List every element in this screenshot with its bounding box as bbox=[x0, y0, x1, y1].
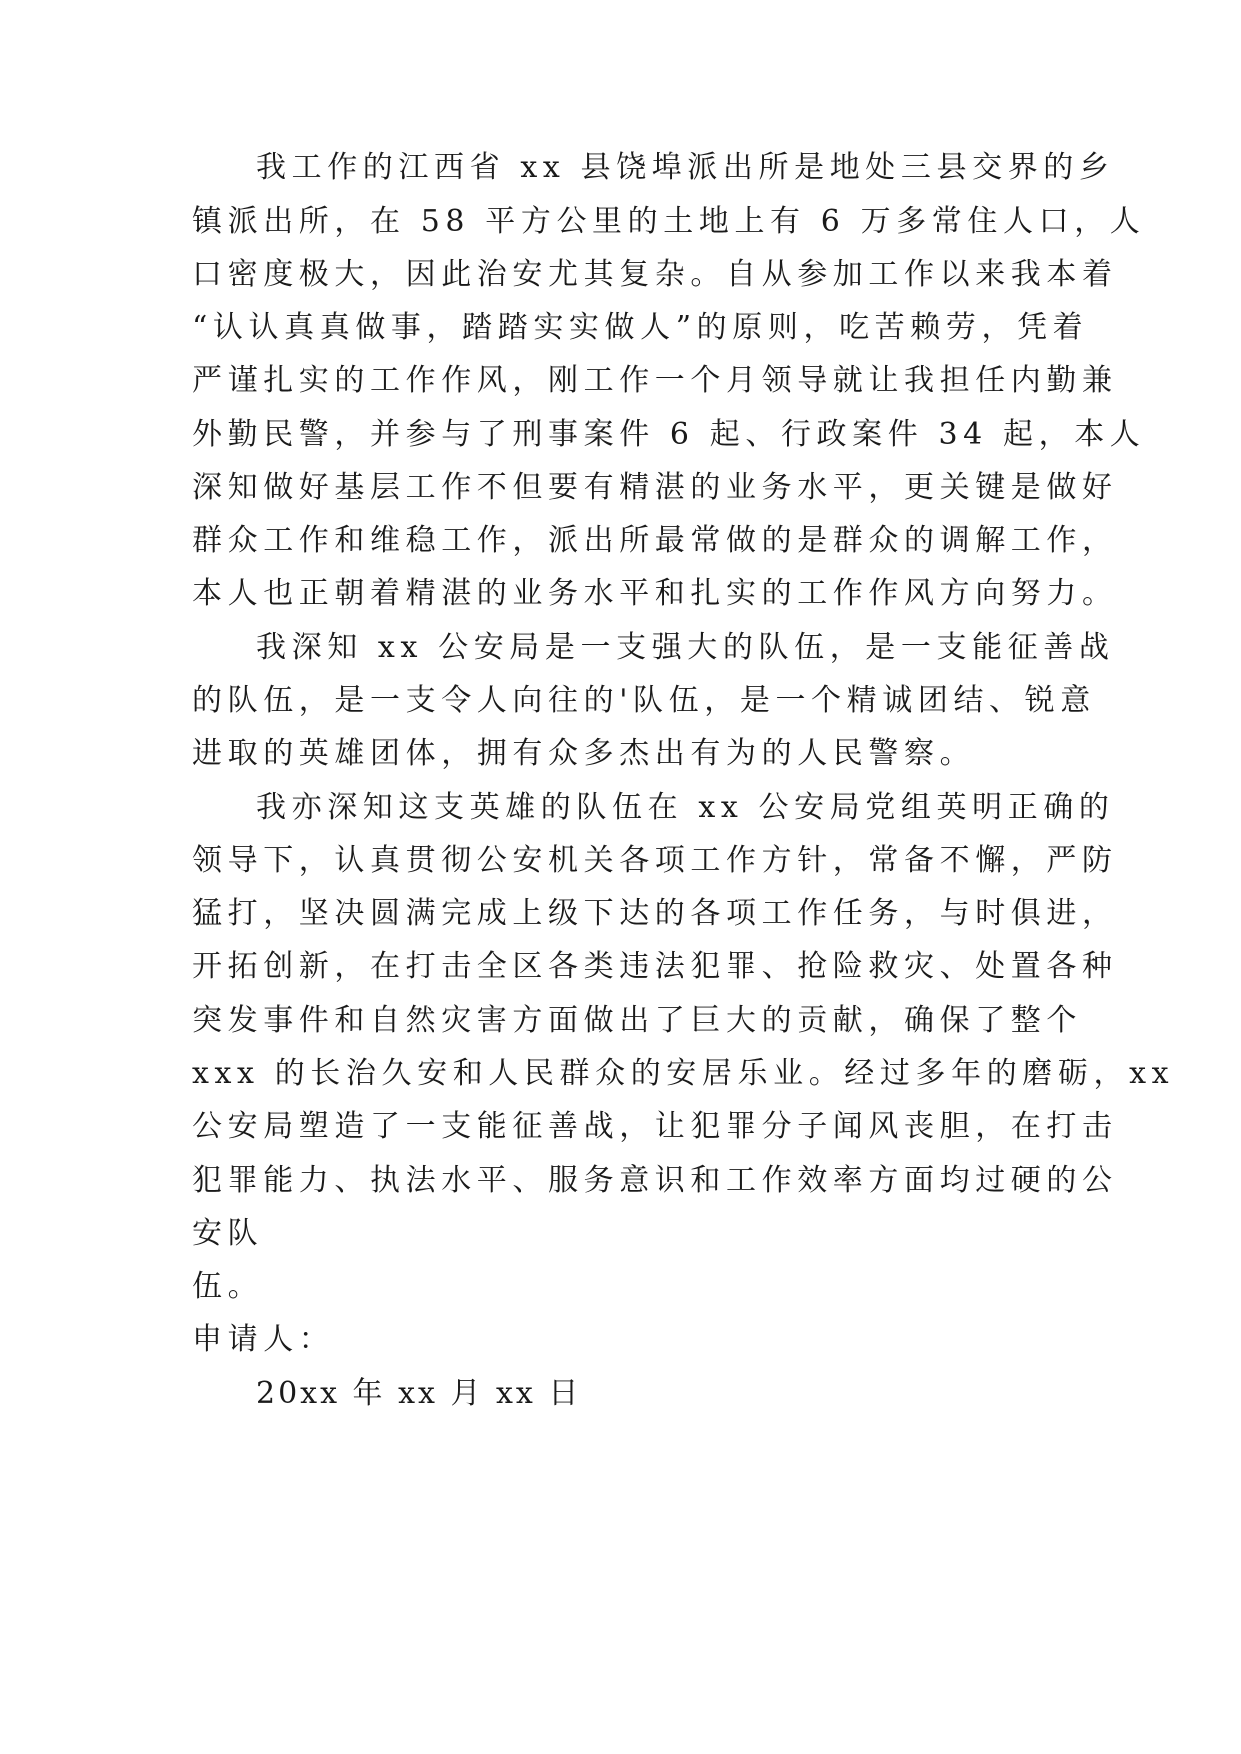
paragraph-3-line-10: 伍。 bbox=[192, 1269, 264, 1304]
paragraph-3-line-2: 领导下，认真贯彻公安机关各项工作方针，常备不懈，严防 bbox=[192, 843, 1118, 878]
paragraph-1-line-6: 外勤民警，并参与了刑事案件 6 起、行政案件 34 起，本人 bbox=[192, 417, 1146, 452]
application-date: 20xx 年 xx 月 xx 日 bbox=[256, 1376, 582, 1411]
paragraph-1-line-5: 严谨扎实的工作作风，刚工作一个月领导就让我担任内勤兼 bbox=[192, 363, 1118, 398]
paragraph-1-line-4: “认认真真做事，踏踏实实做人”的原则，吃苦赖劳，凭着 bbox=[192, 310, 1089, 345]
paragraph-3-line-1: 我亦深知这支英雄的队伍在 xx 公安局党组英明正确的 bbox=[256, 790, 1115, 825]
paragraph-2-line-3: 进取的英雄团体，拥有众多杰出有为的人民警察。 bbox=[192, 736, 976, 771]
paragraph-1-line-3: 口密度极大，因此治安尤其复杂。自从参加工作以来我本着 bbox=[192, 257, 1118, 292]
paragraph-3-line-5: 突发事件和自然灾害方面做出了巨大的贡献，确保了整个 bbox=[192, 1003, 1082, 1038]
paragraph-1-line-7: 深知做好基层工作不但要有精湛的业务水平，更关键是做好 bbox=[192, 470, 1118, 505]
paragraph-3-line-8: 犯罪能力、执法水平、服务意识和工作效率方面均过硬的公 bbox=[192, 1163, 1118, 1198]
paragraph-3-line-4: 开拓创新，在打击全区各类违法犯罪、抢险救灾、处置各种 bbox=[192, 949, 1118, 984]
paragraph-2-line-1: 我深知 xx 公安局是一支强大的队伍，是一支能征善战 bbox=[256, 630, 1115, 665]
paragraph-2-line-2: 的队伍，是一支令人向往的'队伍，是一个精诚团结、锐意 bbox=[192, 683, 1096, 718]
paragraph-1-line-1: 我工作的江西省 xx 县饶埠派出所是地处三县交界的乡 bbox=[256, 150, 1115, 185]
paragraph-1-line-8: 群众工作和维稳工作，派出所最常做的是群众的调解工作， bbox=[192, 523, 1118, 558]
applicant-label: 申请人： bbox=[192, 1322, 335, 1357]
paragraph-1-line-9: 本人也正朝着精湛的业务水平和扎实的工作作风方向努力。 bbox=[192, 576, 1118, 611]
paragraph-3-line-3: 猛打，坚决圆满完成上级下达的各项工作任务，与时俱进， bbox=[192, 896, 1118, 931]
paragraph-3-line-9: 安队 bbox=[192, 1216, 264, 1251]
paragraph-3-line-7: 公安局塑造了一支能征善战，让犯罪分子闻风丧胆，在打击 bbox=[192, 1109, 1118, 1144]
paragraph-1-line-2: 镇派出所，在 58 平方公里的土地上有 6 万多常住人口，人 bbox=[192, 204, 1146, 239]
paragraph-3-line-6: xxx 的长治久安和人民群众的安居乐业。经过多年的磨砺，xx bbox=[192, 1056, 1175, 1091]
